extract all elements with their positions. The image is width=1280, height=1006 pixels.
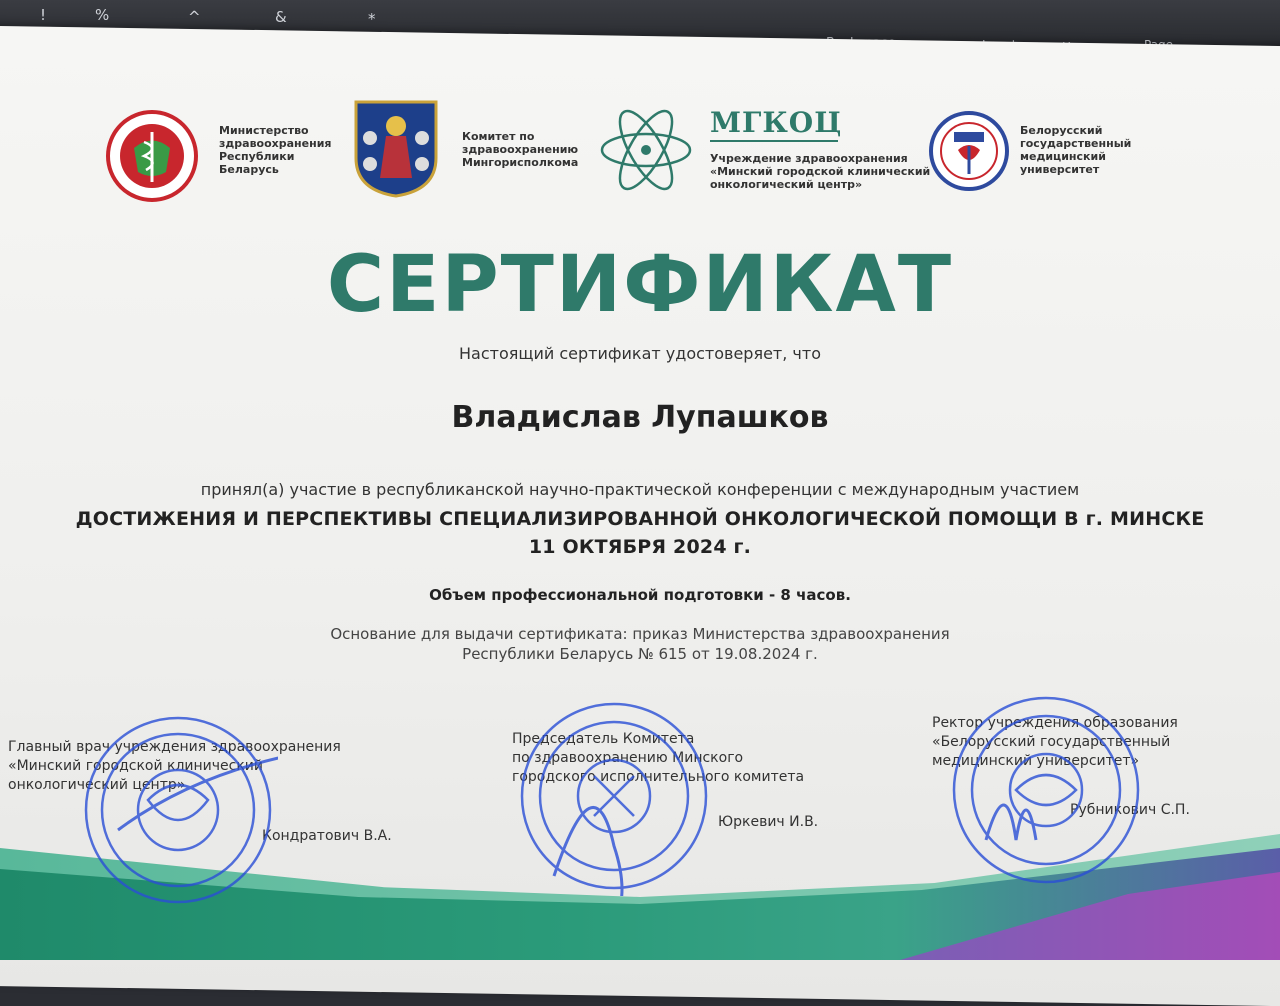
keyboard-key: ^: [188, 8, 201, 26]
signatory-name-3: Рубникович С.П.: [1070, 802, 1190, 818]
ministry-logo-text: [219, 124, 331, 176]
ministry-emblem-icon: [104, 108, 200, 204]
logo-line: онкологический центр»: [710, 178, 863, 191]
logo-line: Министерство: [219, 124, 309, 137]
basis-text-line1: Основание для выдачи сертификата: приказ Министерства здравоохранения: [330, 625, 950, 643]
logo-line: Белорусский: [1020, 124, 1103, 137]
logo-line: медицинский: [1020, 150, 1106, 163]
keyboard-key: %: [95, 6, 110, 24]
logo-line: Беларусь: [219, 163, 279, 176]
signatory-name-1: Кондратович В.А.: [262, 828, 392, 844]
conference-date: 11 ОКТЯБРЯ 2024 г.: [528, 536, 752, 558]
committee-logo-text: [462, 130, 578, 169]
logo-line: «Минский городской клинический: [710, 165, 931, 178]
logo-line: Мингорисполкома: [462, 156, 579, 169]
participation-text: принял(а) участие в республиканской научно-практической конференции с международным участием: [200, 480, 1080, 499]
oncology-center-logo-icon: [596, 100, 696, 200]
basis-text-line2: Республики Беларусь № 615 от 19.08.2024 г.: [462, 645, 818, 663]
signature-title-line: «Белорусский государственный: [932, 734, 1171, 750]
signature-title-line: Председатель Комитета: [512, 731, 695, 747]
divider: [710, 140, 838, 142]
conference-title: ДОСТИЖЕНИЯ И ПЕРСПЕКТИВЫ СПЕЦИАЛИЗИРОВАННОЙ ОНКОЛОГИЧЕСКОЙ ПОМОЩИ В г. МИНСКЕ: [75, 508, 1205, 530]
bsmu-emblem-icon: [928, 110, 1010, 192]
logo-line: университет: [1020, 163, 1100, 176]
signature-title-line: онкологический центр»: [8, 777, 186, 793]
logo-line: здравоохранению: [462, 143, 579, 156]
certificate-subtitle: Настоящий сертификат удостоверяет, что: [459, 344, 821, 363]
official-stamp-1-icon: [78, 710, 278, 910]
keyboard-key: !: [40, 6, 47, 24]
logo-line: Комитет по: [462, 130, 535, 143]
oncology-center-logo-text: [710, 152, 930, 191]
certificate-content: [0, 50, 1280, 960]
official-stamp-3-icon: [946, 690, 1146, 890]
certificate-title: СЕРТИФИКАТ: [326, 240, 954, 330]
signature-title-line: «Минский городской клинический: [8, 758, 264, 774]
logo-line: государственный: [1020, 137, 1132, 150]
minsk-coat-of-arms-icon: [352, 98, 440, 198]
signatory-name-2: Юркевич И.В.: [718, 814, 819, 830]
keyboard-key: *: [368, 10, 376, 28]
signature-title-line: городского исполнительного комитета: [512, 769, 805, 785]
logo-line: здравоохранения: [219, 137, 332, 150]
bsmu-logo-text: [1020, 124, 1131, 176]
mgkots-abbr: МГКОЦ: [710, 106, 843, 139]
signature-title-line: Главный врач учреждения здравоохранения: [8, 739, 341, 755]
recipient-name: Владислав Лупашков: [451, 400, 829, 435]
signature-title-line: Ректор учреждения образования: [932, 715, 1178, 731]
official-stamp-2-icon: [514, 696, 714, 896]
logo-line: Республики: [219, 150, 295, 163]
logo-line: Учреждение здравоохранения: [710, 152, 908, 165]
keyboard-key: &: [275, 8, 287, 26]
signature-title-line: по здравоохранению Минского: [512, 750, 744, 766]
training-hours: Объем профессиональной подготовки - 8 часов.: [429, 586, 851, 604]
signature-title-line: медицинский университет»: [932, 753, 1140, 769]
